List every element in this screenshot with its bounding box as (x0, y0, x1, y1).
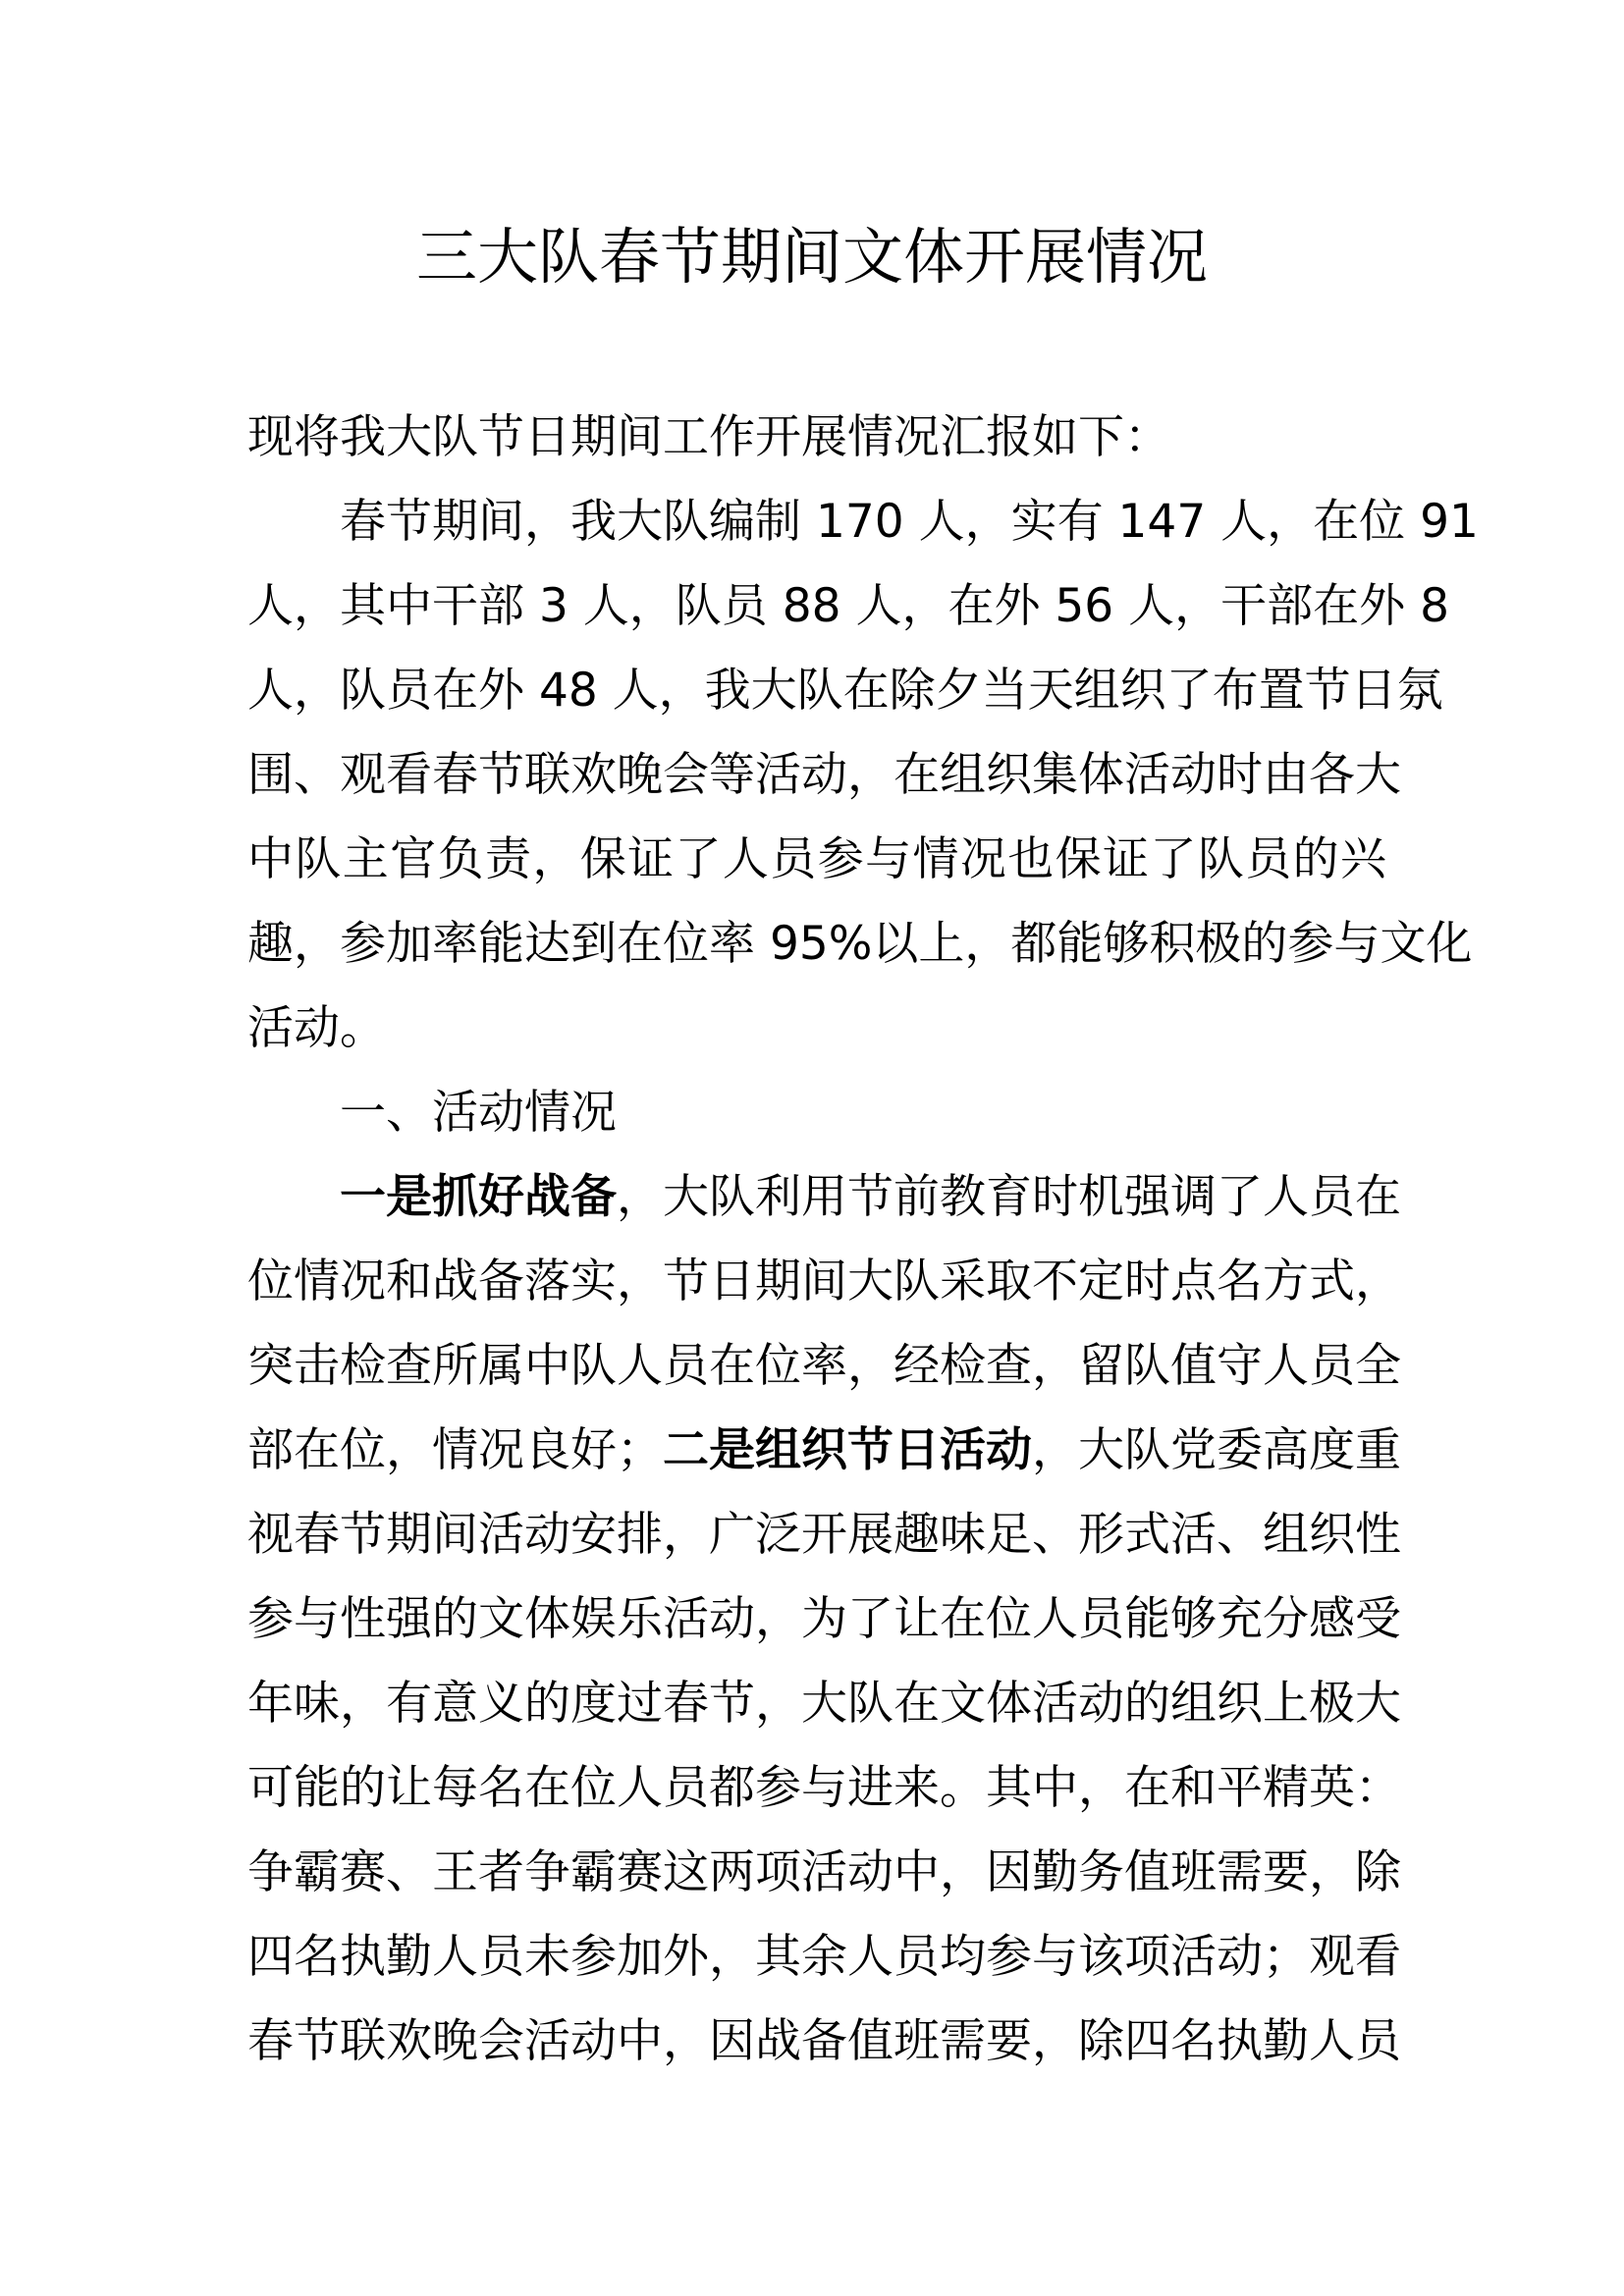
text-line (247, 1324, 1401, 1409)
text-line (247, 1493, 1401, 1577)
text-line (247, 987, 1386, 1071)
text-line (247, 2000, 1401, 2084)
text-line (247, 1746, 1401, 1831)
text-line (247, 1155, 1401, 1240)
text-segment: 中队主官负责，保证了人员参与情况也保证了队员的兴 (247, 832, 1386, 886)
text-line (247, 564, 1449, 649)
text-segment: 一、活动情况 (340, 1086, 617, 1140)
bold-heading-text: 二是组织节日活动 (663, 1423, 1032, 1477)
bold-heading-text: 一是抓好战备 (340, 1170, 617, 1224)
text-segment: 趣，参加率能达到在位率 95%以上，都能够积极的参与文化 (247, 917, 1473, 971)
text-line (247, 1915, 1401, 2000)
text-segment: 四名执勤人员未参加外，其余人员均参与该项活动；观看 (247, 1930, 1401, 1984)
document-body (247, 396, 1479, 2084)
text-segment: 突击检查所属中队人员在位率，经检查，留队值守人员全 (247, 1339, 1401, 1393)
text-segment: 春节期间，我大队编制 170 人，实有 147 人，在位 91 (340, 495, 1479, 549)
text-line (247, 1071, 1386, 1155)
text-line (247, 1240, 1401, 1324)
text-line (247, 1409, 1401, 1493)
text-segment: 人，队员在外 48 人，我大队在除夕当天组织了布置节日氛 (247, 664, 1443, 718)
text-segment: ，大队党委高度重 (1032, 1423, 1401, 1477)
text-line (247, 902, 1473, 987)
text-line (247, 1662, 1401, 1746)
text-segment: ，大队利用节前教育时机强调了人员在 (617, 1170, 1401, 1224)
text-line (247, 649, 1443, 733)
text-segment: 视春节期间活动安排，广泛开展趣味足、形式活、组织性 (247, 1508, 1401, 1562)
text-segment: 人，其中干部 3 人，队员 88 人，在外 56 人，干部在外 8 (247, 579, 1449, 633)
text-line (247, 396, 1386, 480)
text-line (247, 1831, 1401, 1915)
text-segment: 活动。 (247, 1001, 386, 1055)
text-segment: 可能的让每名在位人员都参与进来。其中，在和平精英： (247, 1761, 1401, 1815)
text-line (247, 733, 1401, 818)
document-title: 三大队春节期间文体开展情况 (415, 221, 1208, 293)
text-segment: 争霸赛、王者争霸赛这两项活动中，因勤务值班需要，除 (247, 1845, 1401, 1899)
text-segment: 参与性强的文体娱乐活动，为了让在位人员能够充分感受 (247, 1592, 1401, 1646)
text-line (247, 818, 1386, 902)
text-segment: 年味，有意义的度过春节，大队在文体活动的组织上极大 (247, 1677, 1401, 1731)
text-segment: 围、观看春节联欢晚会等活动，在组织集体活动时由各大 (247, 748, 1401, 802)
text-line (247, 480, 1479, 564)
text-segment: 位情况和战备落实，节日期间大队采取不定时点名方式， (247, 1255, 1401, 1308)
text-line (247, 1577, 1401, 1662)
text-segment: 现将我大队节日期间工作开展情况汇报如下： (247, 410, 1170, 464)
text-segment: 部在位，情况良好； (247, 1423, 663, 1477)
text-segment: 春节联欢晚会活动中，因战备值班需要，除四名执勤人员 (247, 2014, 1401, 2068)
